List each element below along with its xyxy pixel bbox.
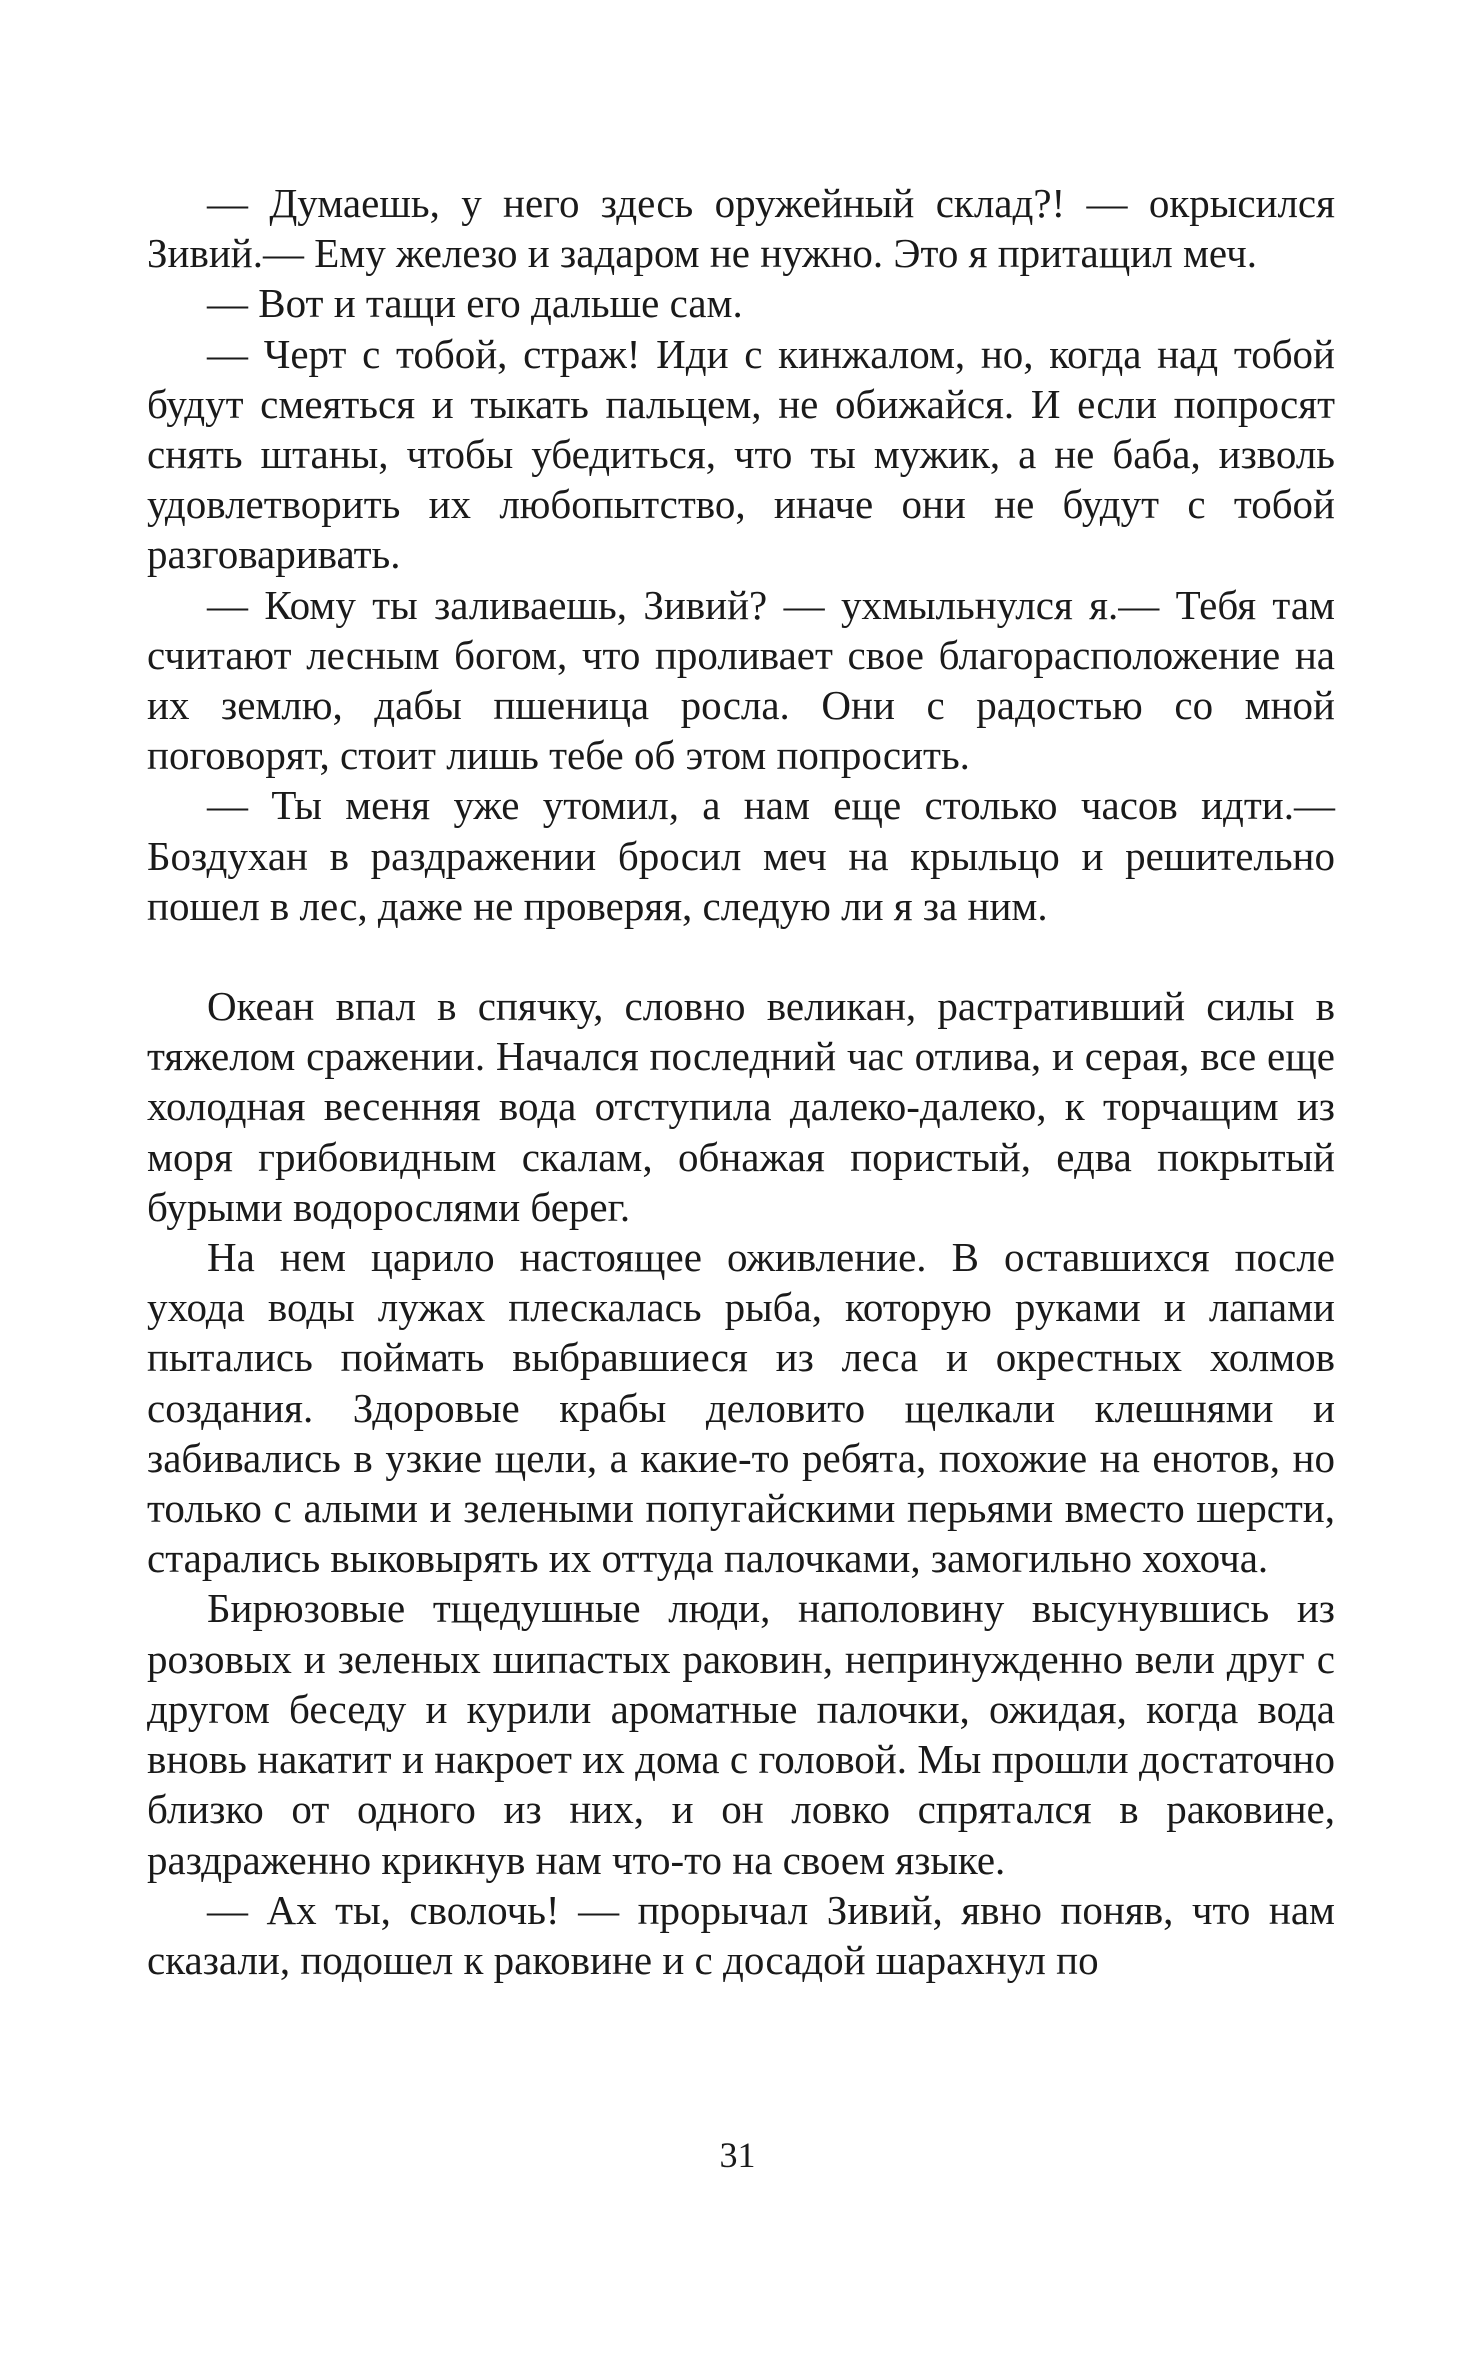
section-break	[147, 931, 1335, 981]
paragraph: На нем царило настоящее оживление. В оставшихся после ухода воды лужах плескалась рыба, которую руками и лапами пытались поймать выбравшиеся из леса и окрестных холмов создания. Здоровые крабы деловито щелкали клешнями и забивались в узкие щели, а какие-то ребята, похожие на енотов, но только с алыми и зелеными попугайскими перьями вместо шерсти, старались выковырять их оттуда палочками, замогильно хохоча.	[147, 1234, 1335, 1582]
paragraph: — Черт с тобой, страж! Иди с кинжалом, но, когда над тобой будут смеяться и тыкать пальцем, не обижайся. И если попросят снять штаны, чтобы убедиться, что ты мужик, а не баба, изволь удовлетворить их любопытство, иначе они не будут с тобой разговаривать.	[147, 330, 1335, 578]
paragraph: — Ты меня уже утомил, а нам еще столько часов идти.— Боздухан в раздражении бросил меч на крыльцо и решительно пошел в лес, даже не проверяя, следую ли я за ним.	[147, 782, 1335, 929]
paragraph: Океан впал в спячку, словно великан, растративший силы в тяжелом сражении. Начался последний час отлива, и серая, все еще холодная весенняя вода отступила далеко-далеко, к торчащим из моря грибовидным скалам, обнажая пористый, едва покрытый бурыми водорослями берег.	[147, 983, 1335, 1230]
paragraph: — Кому ты заливаешь, Зивий? — ухмыльнулся я.— Тебя там считают лесным богом, что проливает свое благорасположение на их землю, дабы пшеница росла. Они с радостью со мной поговорят, стоит лишь тебе об этом попросить.	[147, 581, 1335, 779]
page-number: 31	[719, 2135, 756, 2175]
paragraph: Бирюзовые тщедушные люди, наполовину высунувшись из розовых и зеленых шипастых раковин, непринужденно вели друг с другом беседу и курили ароматные палочки, ожидая, когда вода вновь накатит и накроет их дома с головой. Мы прошли достаточно близко от одного из них, и он ловко спрятался в раковине, раздраженно крикнув нам что-то на своем языке.	[147, 1585, 1335, 1883]
paragraph: — Вот и тащи его дальше сам.	[207, 280, 743, 327]
page-text	[147, 178, 1335, 1985]
paragraph: — Ах ты, сволочь! — прорычал Зивий, явно поняв, что нам сказали, подошел к раковине и с досадой шарахнул по	[147, 1886, 1335, 1983]
paragraph: — Думаешь, у него здесь оружейный склад?! — окрысился Зивий.— Ему железо и задаром не нужно. Это я притащил меч.	[147, 180, 1335, 277]
